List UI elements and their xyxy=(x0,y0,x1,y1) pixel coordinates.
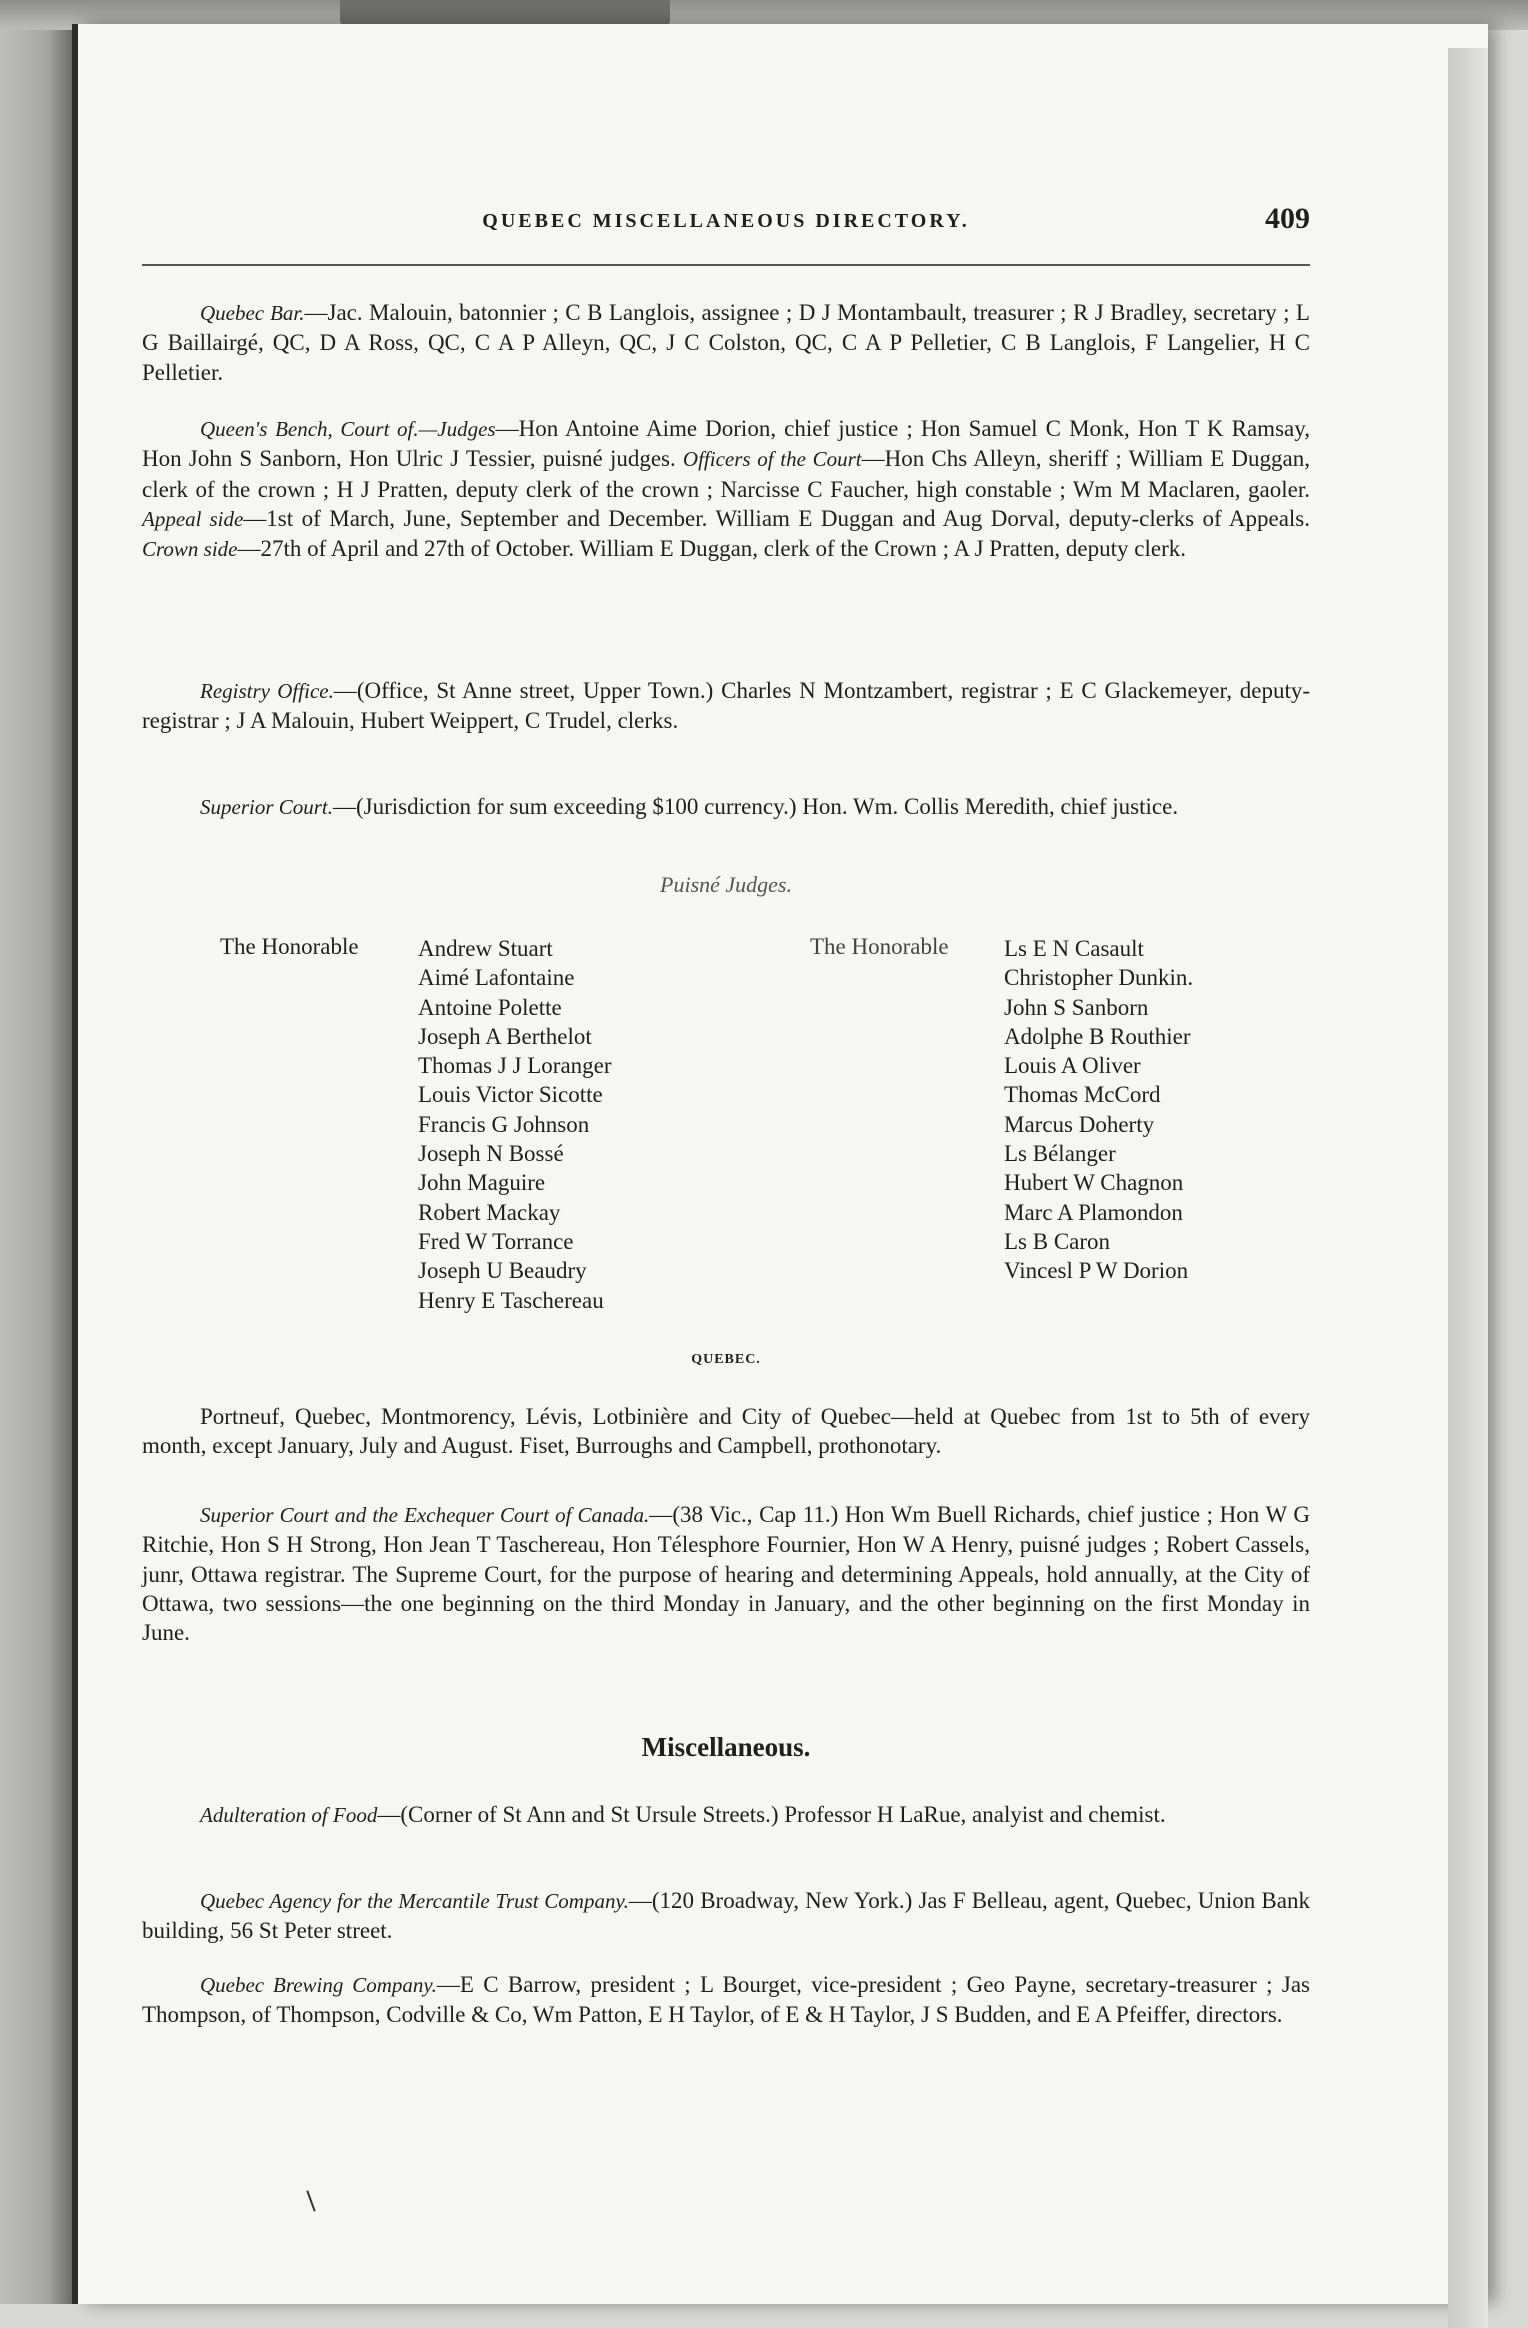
judge-name: Andrew Stuart xyxy=(418,936,553,961)
judge-name: Joseph A Berthelot xyxy=(418,1023,592,1049)
entry-title: Queen's Bench, Court of. xyxy=(200,417,419,441)
entry-text: —Jac. Malouin, batonnier ; C B Langlois, assignee ; D J Montambault, treasurer ; R J Bradley, secretary ; L G Baillairgé, QC, D A Ross, QC, C A P Alleyn, QC, J C Colston, QC, C A P Pelletier, C B Langlois, F Langelier, H C Pelletier. xyxy=(142,300,1310,385)
entry-superior-court xyxy=(142,792,1310,822)
judges-list-left xyxy=(418,934,612,1315)
entry-text: —Hon Antoine Aime Dorion, chief justice ; Hon Samuel C Monk, Hon T K Ramsay, Hon John S Sanborn, Hon Ulric J Tessier, puisné judges. xyxy=(142,416,1310,472)
entry-text: —(38 Vic., Cap 11.) Hon Wm Buell Richards, chief justice ; Hon W G Ritchie, Hon S H Strong, Hon Jean T Taschereau, Hon Télesphore Fournier, Hon W A Henry, puisné judges ; Robert Cassels, junr, Ottawa registrar. The Supreme Court, for the purpose of hearing and determining Appeals, hold annually, at the City of Ottawa, two sessions—the one beginning on the third Monday in January, and the other beginning on the first Monday in June. xyxy=(142,1502,1310,1646)
judge-name: Ls B Caron xyxy=(1004,1228,1111,1254)
judge-name: Francis G Johnson xyxy=(418,1111,590,1137)
judge-name: John S Sanborn xyxy=(1004,994,1149,1020)
entry-queens-bench xyxy=(142,414,1310,564)
entry-title: Registry Office. xyxy=(200,679,334,703)
puisne-judges-heading: Puisné Judges. xyxy=(660,872,792,897)
judge-name: Henry E Taschereau xyxy=(418,1287,604,1313)
entry-registry-office xyxy=(142,676,1310,736)
entry-text: —(Corner of St Ann and St Ursule Streets.) Professor H LaRue, analyist and chemist. xyxy=(377,1802,1166,1827)
judge-name: Adolphe B Routhier xyxy=(1004,1023,1191,1049)
judge-name: Thomas McCord xyxy=(1004,1082,1161,1108)
judge-name: Thomas J J Loranger xyxy=(418,1053,612,1079)
page-header xyxy=(142,202,1310,242)
entry-text: —1st of March, June, September and December. William E Duggan and Aug Dorval, deputy-clerks of Appeals. xyxy=(243,505,1310,531)
entry-quebec-district: Portneuf, Quebec, Montmorency, Lévis, Lotbinière and City of Quebec—held at Quebec from 1st to 5th of every month, except January, July and August. Fiset, Burroughs and Campbell, prothonotary. xyxy=(142,1404,1310,1459)
judges-list-right xyxy=(1004,934,1193,1286)
judge-name: Robert Mackay xyxy=(418,1199,561,1225)
miscellaneous-heading: Miscellaneous. xyxy=(641,1732,811,1762)
entry-title: Quebec Brewing Company. xyxy=(200,1973,437,1997)
entry-text: —E C Barrow, president ; L Bourget, vice-president ; Geo Payne, secretary-treasurer ; Jas Thompson, of Thompson, Codville & Co, Wm Patton, E H Taylor, of E & H Taylor, J S Budden, and E A Pfeiffer, directors. xyxy=(142,1972,1310,2028)
entry-text: —(120 Broadway, New York.) Jas F Belleau, agent, Quebec, Union Bank building, 56 St Peter street. xyxy=(142,1888,1310,1944)
judge-name: Louis Victor Sicotte xyxy=(418,1082,603,1108)
page-edge xyxy=(1448,48,1488,2328)
judge-name: Christopher Dunkin. xyxy=(1004,965,1194,991)
judge-name: Louis A Oliver xyxy=(1004,1053,1141,1079)
scan-binding-tab xyxy=(340,0,670,26)
entry-adulteration-of-food xyxy=(142,1800,1310,1830)
entry-quebec-bar xyxy=(142,298,1310,387)
entry-subtitle: Officers of the Court xyxy=(682,447,862,472)
judge-name: Hubert W Chagnon xyxy=(1004,1170,1184,1196)
entry-text: —27th of April and 27th of October. William E Duggan, clerk of the Crown ; A J Pratten, deputy clerk. xyxy=(237,536,1186,562)
judge-name: Aimé Lafontaine xyxy=(418,965,575,991)
entry-title: Adulteration of Food xyxy=(200,1803,378,1827)
judge-name: Antoine Polette xyxy=(418,994,562,1020)
running-title: QUEBEC MISCELLANEOUS DIRECTORY. xyxy=(482,210,970,232)
honorable-prefix-right: The Honorable xyxy=(810,934,949,959)
entry-subtitle: —Judges xyxy=(418,417,496,441)
entry-title: Quebec Bar. xyxy=(200,301,305,325)
judge-name: Fred W Torrance xyxy=(418,1228,574,1254)
entry-brewing-company xyxy=(142,1970,1310,2030)
judge-name: John Maguire xyxy=(418,1170,546,1196)
entry-text: —Hon Chs Alleyn, sheriff ; William E Duggan, clerk of the crown ; H J Pratten, deputy clerk of the crown ; Narcisse C Faucher, high constable ; Wm M Maclaren, gaoler. xyxy=(142,446,1310,502)
judge-name: Vincesl P W Dorion xyxy=(1004,1258,1189,1284)
judge-name: Joseph N Bossé xyxy=(418,1141,564,1167)
entry-title: Superior Court. xyxy=(200,795,334,819)
honorable-prefix-left: The Honorable xyxy=(220,934,359,959)
entry-subtitle: Crown side xyxy=(142,537,238,562)
judge-name: Ls E N Casault xyxy=(1004,936,1144,961)
entry-title: Quebec Agency for the Mercantile Trust Company. xyxy=(200,1889,629,1913)
judge-name: Joseph U Beaudry xyxy=(418,1258,587,1284)
entry-text: —(Office, St Anne street, Upper Town.) Charles N Montzambert, registrar ; E C Glackemeyer, deputy-registrar ; J A Malouin, Hubert Weippert, C Trudel, clerks. xyxy=(142,678,1311,734)
header-rule xyxy=(142,264,1310,266)
book-spine-shadow xyxy=(0,30,78,2304)
page-number: 409 xyxy=(1265,202,1310,235)
entry-mercantile-trust xyxy=(142,1886,1310,1946)
entry-supreme-court xyxy=(142,1500,1310,1647)
judge-name: Ls Bélanger xyxy=(1004,1141,1116,1167)
entry-title: Superior Court and the Exchequer Court of Canada. xyxy=(200,1503,650,1527)
entry-text: —(Jurisdiction for sum exceeding $100 currency.) Hon. Wm. Collis Meredith, chief justice. xyxy=(333,794,1179,819)
entry-subtitle: Appeal side xyxy=(142,506,244,531)
judge-name: Marcus Doherty xyxy=(1004,1111,1155,1137)
quebec-district-heading: QUEBEC. xyxy=(691,1352,761,1367)
judge-name: Marc A Plamondon xyxy=(1004,1199,1183,1225)
